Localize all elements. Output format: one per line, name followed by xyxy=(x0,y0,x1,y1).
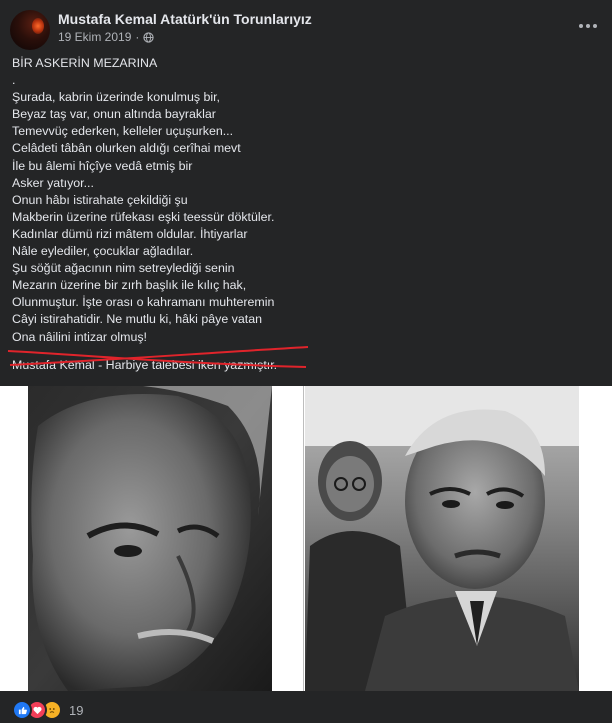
page-name-link[interactable]: Mustafa Kemal Atatürk'ün Torunlarıyız xyxy=(58,11,312,27)
poem-line: İle bu âlemi hîçîye vedâ etmiş bir xyxy=(12,158,193,173)
reaction-summary[interactable] xyxy=(12,700,83,720)
poem-line: Şu söğüt ağacının nim setreylediği senin xyxy=(12,261,235,276)
poem-title: BİR ASKERİN MEZARINA xyxy=(12,56,158,70)
post-header xyxy=(10,10,602,50)
like-icon xyxy=(12,700,32,720)
poem-line: Makberin üzerine rüfekası eşki teessür döktüler. xyxy=(12,209,275,224)
poem-line: Câyi istirahatidir. Ne mutlu ki, hâki pâye vatan xyxy=(12,312,262,327)
portrait-photo-right[interactable] xyxy=(305,386,579,691)
photo-divider xyxy=(303,386,304,691)
globe-icon xyxy=(143,32,154,43)
poem-line: Nâle eylediler, çocuklar ağladılar. xyxy=(12,244,194,259)
poem-line: Ona nâilini intizar olmuş! xyxy=(12,329,147,344)
post-text xyxy=(12,55,602,346)
poem-line: Mezarın üzerine bir zırh başlık ile kılıç hak, xyxy=(12,278,247,293)
poem-line: Olunmuştur. İşte orası o kahramanı muhteremin xyxy=(12,295,275,310)
meta-separator: · xyxy=(135,30,140,44)
portrait-photo-left[interactable] xyxy=(28,386,272,691)
poem-line: Kadınlar dümü rizi mâtem oldular. İhtiyarlar xyxy=(12,226,248,241)
poem-signature: Mustafa Kemal - Harbiye talebesi iken yazmıştır. xyxy=(12,358,278,372)
poem-line: Beyaz taş var, onun altında bayraklar xyxy=(12,107,216,122)
poem-dot: . xyxy=(12,73,16,88)
poem-line: Temevvüç ederken, kelleler uçuşurken... xyxy=(12,124,234,139)
post-date[interactable]: 19 Ekim 2019 xyxy=(58,30,132,44)
post-meta xyxy=(58,30,154,44)
reaction-count[interactable]: 19 xyxy=(69,702,84,718)
page-avatar[interactable] xyxy=(10,10,50,50)
poem-line: Şurada, kabrin üzerinde konulmuş bir, xyxy=(12,90,221,105)
poem-line: Celâdeti tâbân olurken aldığı cerîhai mevt xyxy=(12,141,241,156)
poem-line: Onun hâbı istirahate çekildiği şu xyxy=(12,192,188,207)
post-photos xyxy=(0,386,612,691)
poem-line: Asker yatıyor... xyxy=(12,175,94,190)
more-options-icon[interactable] xyxy=(574,16,602,36)
